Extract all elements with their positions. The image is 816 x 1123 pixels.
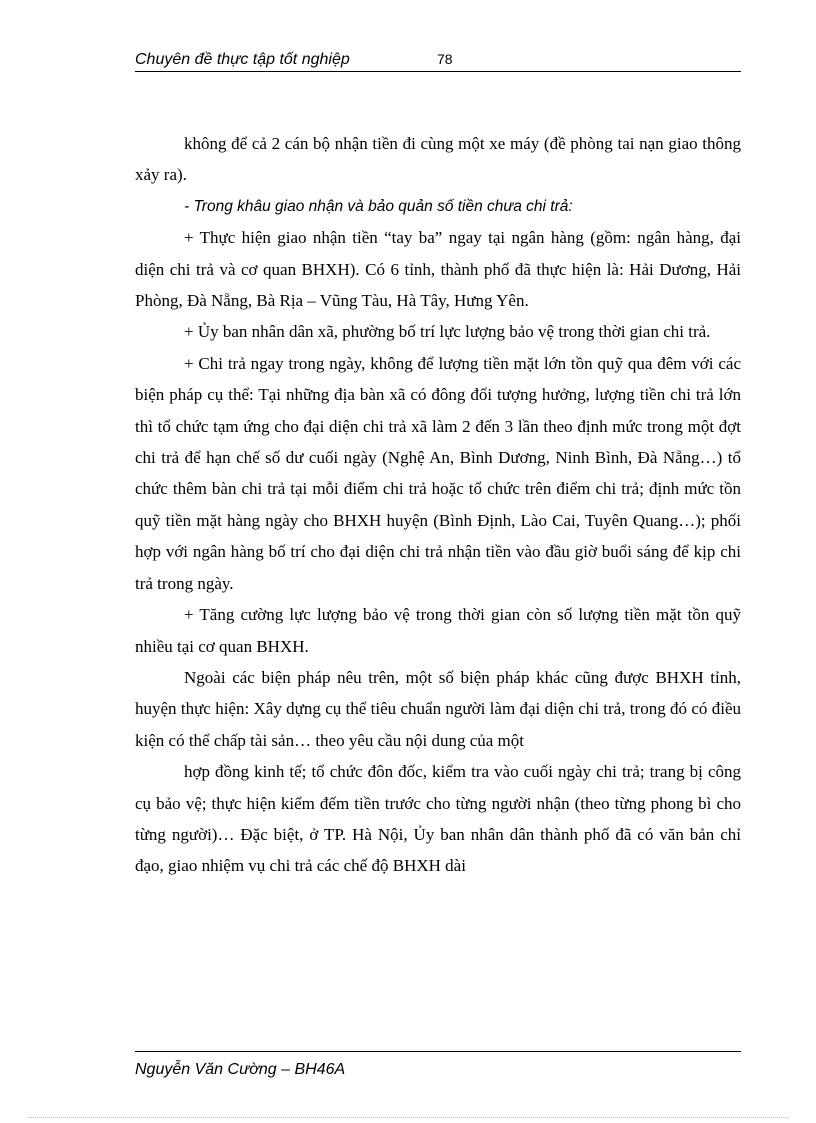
page-bottom-divider [28,1117,788,1118]
page-header [135,49,741,72]
paragraph: Ngoài các biện pháp nêu trên, một số biện pháp khác cũng được BHXH tỉnh, huyện thực hiện: Xây dựng cụ thể tiêu chuẩn người làm đại diện chi trả, trong đó có điều kiện có thể chấp tài sản… theo yêu cầu nội dung của một [135,667,741,750]
header-title: Chuyên đề thực tập tốt nghiệp [135,51,350,68]
paragraph: hợp đồng kinh tế; tổ chức đôn đốc, kiểm tra vào cuối ngày chi trả; trang bị công cụ bảo vệ; thực hiện kiểm đếm tiền trước cho từng người nhận (theo từng phong bì cho từng người)… Đặc biệt, ở TP. Hà Nội, Ủy ban nhân dân thành phố đã có văn bản chỉ đạo, giao nhiệm vụ chi trả các chế độ BHXH dài [135,762,741,876]
footer-author: Nguyễn Văn Cường – BH46A [135,1061,346,1078]
paragraph-subheading: - Trong khâu giao nhận và bảo quản số tiền chưa chi trả: [184,197,573,215]
paragraph: + Chi trả ngay trong ngày, không để lượng tiền mặt lớn tồn quỹ qua đêm với các biện pháp cụ thể: Tại những địa bàn xã có đông đối tượng hưởng, lượng tiền chi trả lớn thì tổ chức tạm ứng cho đại diện chi trả xã làm 2 đến 3 lần theo định mức trong một đợt chi trả để hạn chế số dư cuối ngày (Nghệ An, Bình Dương, Ninh Bình, Đà Nẵng…) tổ chức thêm bàn chi trả tại mỗi điểm chi trả hoặc tổ chức trên điểm chi trả; định mức tồn quỹ tiền mặt hàng ngày cho BHXH huyện (Bình Định, Lào Cai, Tuyên Quang…); phối hợp với ngân hàng bố trí cho đại diện chi trả nhận tiền vào đầu giờ buổi sáng để kịp chi trả trong ngày. [135,353,741,593]
paragraph-continuation: không để cả 2 cán bộ nhận tiền đi cùng một xe máy (đề phòng tai nạn giao thông xảy ra). [135,134,741,185]
paragraph: + Tăng cường lực lượng bảo vệ trong thời gian còn số lượng tiền mặt tồn quỹ nhiều tại cơ quan BHXH. [135,605,741,656]
paragraph: + Ủy ban nhân dân xã, phường bố trí lực lượng bảo vệ trong thời gian chi trả. [184,322,711,342]
page-number: 78 [437,51,453,67]
page-footer [135,1051,741,1080]
paragraph: + Thực hiện giao nhận tiền “tay ba” ngay tại ngân hàng (gồm: ngân hàng, đại diện chi trả và cơ quan BHXH). Có 6 tỉnh, thành phố đã thực hiện là: Hải Dương, Hải Phòng, Đà Nẵng, Bà Rịa – Vũng Tàu, Hà Tây, Hưng Yên. [135,228,741,311]
body-text [135,128,741,882]
